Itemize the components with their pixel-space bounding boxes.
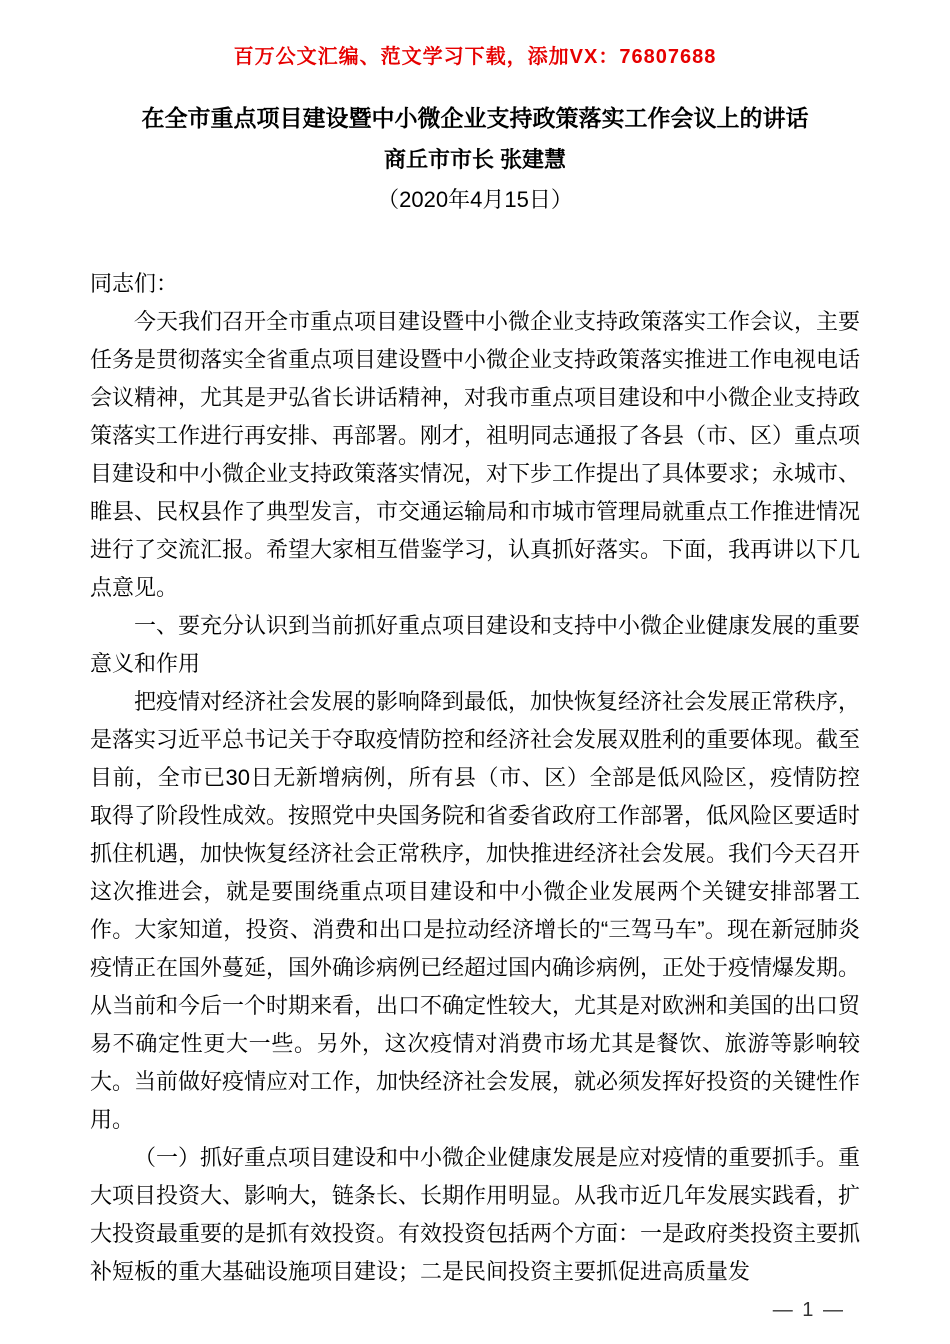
document-author: 商丘市市长 张建慧 bbox=[383, 147, 567, 172]
salutation: 同志们： bbox=[90, 271, 179, 296]
document-title: 在全市重点项目建设暨中小微企业支持政策落实工作会议上的讲话 bbox=[141, 105, 809, 131]
paragraph-opening: 今天我们召开全市重点项目建设暨中小微企业支持政策落实工作会议，主要任务是贯彻落实全省重点项目建设暨中小微企业支持政策落实推进工作电视电话会议精神，尤其是尹弘省长讲话精神，对我市重点项目建设和中小微企业支持政策落实工作进行再安排、再部署。刚才，祖明同志通报了各县（市、区）重点项目建设和中小微企业支持政策落实情况，对下步工作提出了具体要求；永城市、睢县、民权县作了典型发言，市交通运输局和市城市管理局就重点工作推进情况进行了交流汇报。希望大家相互借鉴学习，认真抓好落实。下面，我再讲以下几点意见。 bbox=[90, 309, 861, 600]
paragraph-epidemic-economy: 把疫情对经济社会发展的影响降到最低，加快恢复经济社会发展正常秩序，是落实习近平总书记关于夺取疫情防控和经济社会发展双胜利的重要体现。截至目前，全市已30日无新增病例，所有县（市、区）全部是低风险区，疫情防控取得了阶段性成效。按照党中央国务院和省委省政府工作部署，低风险区要适时抓住机遇，加快恢复经济社会正常秩序，加快推进经济社会发展。我们今天召开这次推进会，就是要围绕重点项目建设和中小微企业发展两个关键安排部署工作。大家知道，投资、消费和出口是拉动经济增长的“三驾马车”。现在新冠肺炎疫情正在国外蔓延，国外确诊病例已经超过国内确诊病例，正处于疫情爆发期。从当前和今后一个时期来看，出口不确定性较大，尤其是对欧洲和美国的出口贸易不确定性更大一些。另外，这次疫情对消费市场尤其是餐饮、旅游等影响较大。当前做好疫情应对工作，加快经济社会发展，就必须发挥好投资的关键性作用。 bbox=[90, 689, 861, 1132]
paragraph-subsection-one: （一）抓好重点项目建设和中小微企业健康发展是应对疫情的重要抓手。重大项目投资大、影响大，链条长、长期作用明显。从我市近几年发展实践看，扩大投资最重要的是抓有效投资。有效投资包括两个方面：一是政府类投资主要抓补短板的重大基础设施项目建设；二是民间投资主要抓促进高质量发 bbox=[90, 1145, 861, 1284]
document-body bbox=[90, 265, 860, 1291]
section-heading-one: 一、要充分认识到当前抓好重点项目建设和支持中小微企业健康发展的重要意义和作用 bbox=[90, 613, 861, 676]
page-number: — 1 — bbox=[772, 1299, 845, 1321]
promo-header-text: 百万公文汇编、范文学习下载，添加VX：76807688 bbox=[233, 46, 717, 68]
document-date: （2020年4月15日） bbox=[377, 187, 573, 212]
